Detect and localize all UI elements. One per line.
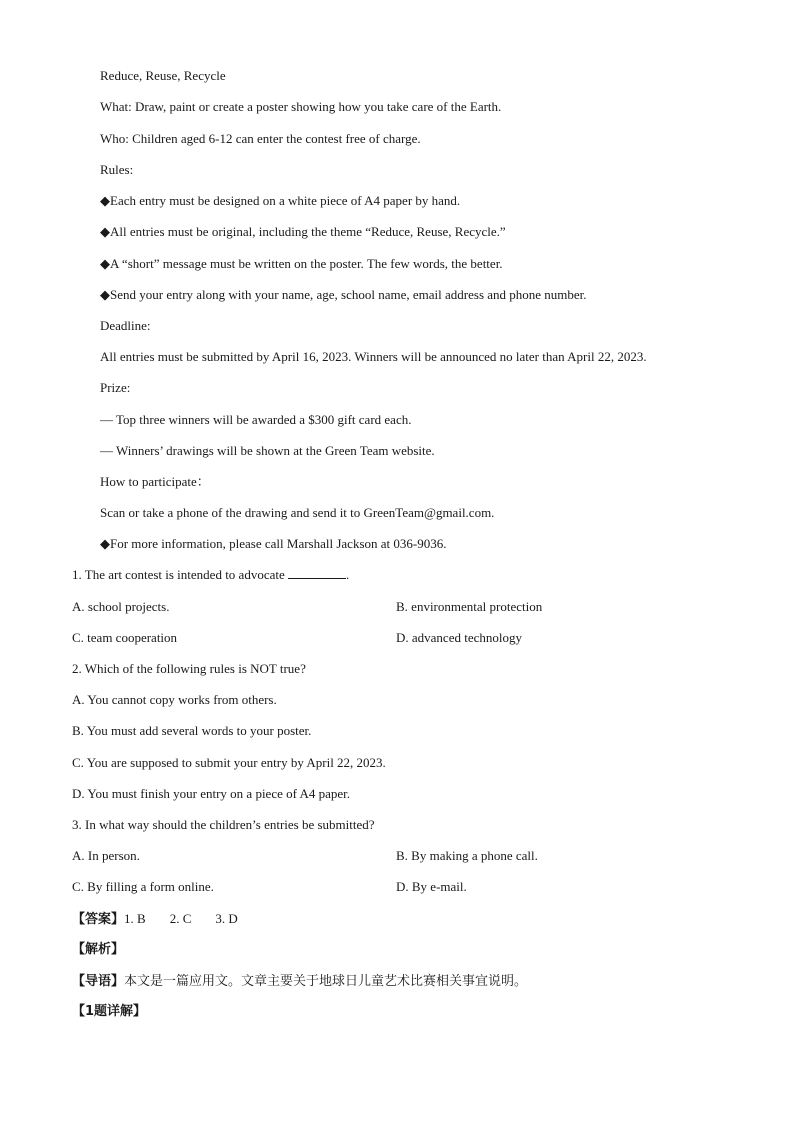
- rule-item: ◆Each entry must be designed on a white piece of A4 paper by hand.: [100, 193, 461, 208]
- answer-blank: [288, 566, 346, 579]
- option-b: B. You must add several words to your poster.: [72, 723, 312, 738]
- answer-item: 1. B: [124, 911, 146, 926]
- question-stem-text: 1. The art contest is intended to advocate: [72, 567, 285, 582]
- prize-heading: Prize:: [100, 380, 131, 395]
- prize-item: — Top three winners will be awarded a $300 gift card each.: [100, 412, 412, 427]
- question-stem: 2. Which of the following rules is NOT true?: [72, 661, 306, 676]
- option-d: D. By e-mail.: [396, 879, 467, 894]
- rule-item: ◆Send your entry along with your name, age, school name, email address and phone number.: [100, 287, 587, 302]
- rules-heading: Rules:: [100, 162, 134, 177]
- answer-line: [72, 910, 238, 929]
- deadline-heading: Deadline:: [100, 318, 151, 333]
- participate-heading: How to participate：: [100, 474, 210, 489]
- option-a: A. school projects.: [72, 599, 170, 614]
- passage-what: What: Draw, paint or create a poster showing how you take care of the Earth.: [100, 99, 502, 114]
- more-info: ◆For more information, please call Marshall Jackson at 036-9036.: [100, 536, 447, 551]
- option-a: A. In person.: [72, 848, 140, 863]
- option-d: D. advanced technology: [396, 630, 522, 645]
- guide-label: 【导语】: [72, 974, 125, 989]
- answer-label: 【答案】: [72, 912, 125, 927]
- option-b: B. By making a phone call.: [396, 848, 538, 863]
- option-b: B. environmental protection: [396, 599, 543, 614]
- option-c: C. You are supposed to submit your entry by April 22, 2023.: [72, 755, 386, 770]
- question-stem: 3. In what way should the children’s entries be submitted?: [72, 817, 375, 832]
- answer-item: 2. C: [169, 911, 192, 926]
- option-d: D. You must finish your entry on a piece of A4 paper.: [72, 786, 351, 801]
- rule-item: ◆A “short” message must be written on the poster. The few words, the better.: [100, 256, 503, 271]
- option-c: C. By filling a form online.: [72, 879, 214, 894]
- passage-title: Reduce, Reuse, Recycle: [100, 68, 226, 83]
- detail-label: 【1题详解】: [72, 1004, 147, 1019]
- analysis-label: 【解析】: [72, 942, 125, 957]
- guide-line: [72, 972, 527, 991]
- option-a: A. You cannot copy works from others.: [72, 692, 277, 707]
- question-stem-end: .: [346, 567, 350, 582]
- rule-item: ◆All entries must be original, including the theme “Reduce, Reuse, Recycle.”: [100, 224, 506, 239]
- participate-text: Scan or take a phone of the drawing and send it to GreenTeam@gmail.com.: [100, 505, 495, 520]
- question-stem: [72, 566, 349, 584]
- guide-text: 本文是一篇应用文。文章主要关于地球日儿童艺术比赛相关事宜说明。: [124, 974, 528, 989]
- answer-item: 3. D: [215, 911, 238, 926]
- prize-item: — Winners’ drawings will be shown at the Green Team website.: [100, 443, 435, 458]
- passage-who: Who: Children aged 6-12 can enter the contest free of charge.: [100, 131, 421, 146]
- deadline-text: All entries must be submitted by April 16, 2023. Winners will be announced no later than April 22, 2023.: [100, 349, 647, 364]
- option-c: C. team cooperation: [72, 630, 178, 645]
